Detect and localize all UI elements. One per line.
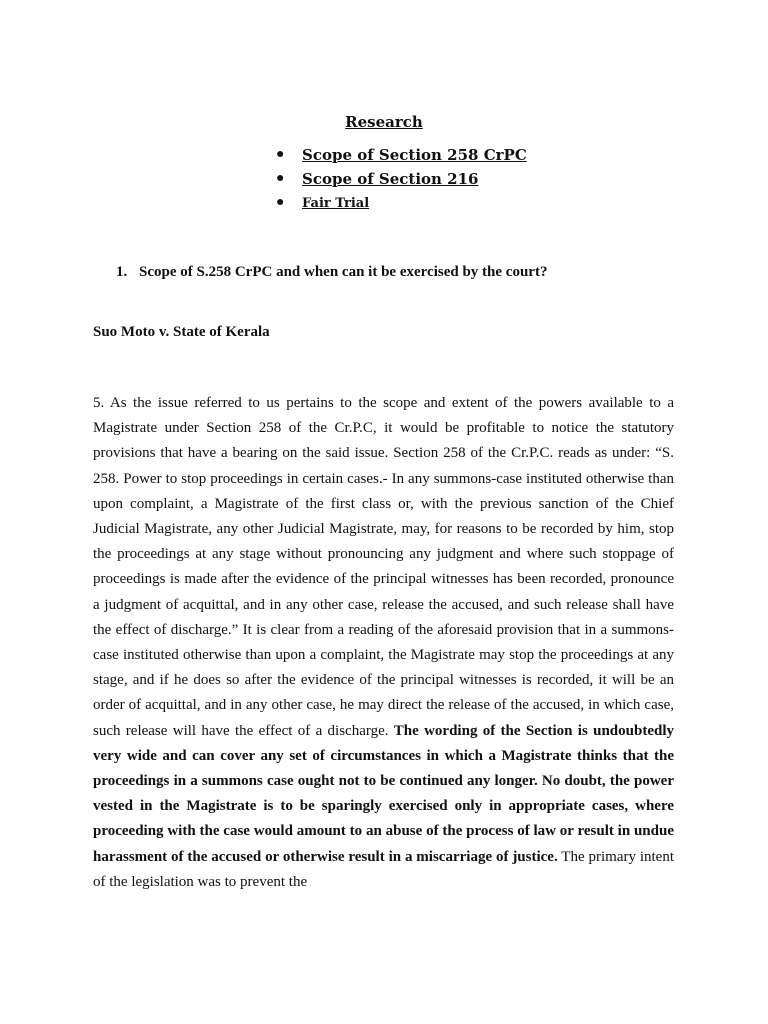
topic-list [276, 145, 527, 217]
case-name: Suo Moto v. State of Kerala [93, 324, 270, 340]
paragraph-text-continued: The primary intent of the legislation was to prevent the [93, 848, 674, 890]
topic-label: Fair Trial [302, 196, 370, 211]
bullet-icon: ● [276, 195, 285, 210]
bullet-icon: ● [276, 147, 285, 162]
document-title: Research [345, 113, 423, 131]
bullet-icon: ● [276, 171, 285, 186]
paragraph-bold-text: The wording of the Section is undoubtedly very wide and can cover any set of circumstances in which a Magistrate thinks that the proceedings in a summons case ought not to be continued any longer. No doubt, the power vested in the Magistrate is to be sparingly exercised only in appropriate cases, where proceeding with the case would amount to an abuse of the process of law or result in undue harassment of the accused or otherwise result in a miscarriage of justice. [93, 722, 674, 865]
judgment-paragraph [93, 391, 674, 895]
paragraph-text: 5. As the issue referred to us pertains to the scope and extent of the powers available to a Magistrate under Section 258 of the Cr.P.C, it would be profitable to notice the statutory provisions that have a bearing on the said issue. Section 258 of the Cr.P.C. reads as under: “S. 258. Power to stop proceedings in certain cases.- In any summons-case instituted otherwise than upon complaint, a Magistrate of the first class or, with the previous sanction of the Chief Judicial Magistrate, any other Judicial Magistrate, may, for reasons to be recorded by him, stop the proceedings at any stage without pronouncing any judgment and where such stoppage of proceedings is made after the evidence of the principal witnesses has been recorded, pronounce a judgment of acquittal, and in any other case, release the accused, and such release shall have the effect of discharge.” It is clear from a reading of the aforesaid provision that in a summons-case instituted otherwise than upon a complaint, the Magistrate may stop the proceedings at any stage, and if he does so after the evidence of the principal witnesses is recorded, it will be an order of acquittal, and in any other case, he may direct the release of the accused, in which case, such release will have the effect of a discharge. [93, 395, 674, 739]
topic-item [276, 169, 527, 193]
question-heading [116, 264, 547, 281]
question-number: 1. [116, 264, 128, 280]
topic-label: Scope of Section 258 CrPC [302, 146, 527, 164]
topic-label: Scope of Section 216 [302, 170, 479, 188]
topic-item [276, 193, 527, 217]
question-text: Scope of S.258 CrPC and when can it be exercised by the court? [139, 264, 548, 280]
topic-item [276, 145, 527, 169]
